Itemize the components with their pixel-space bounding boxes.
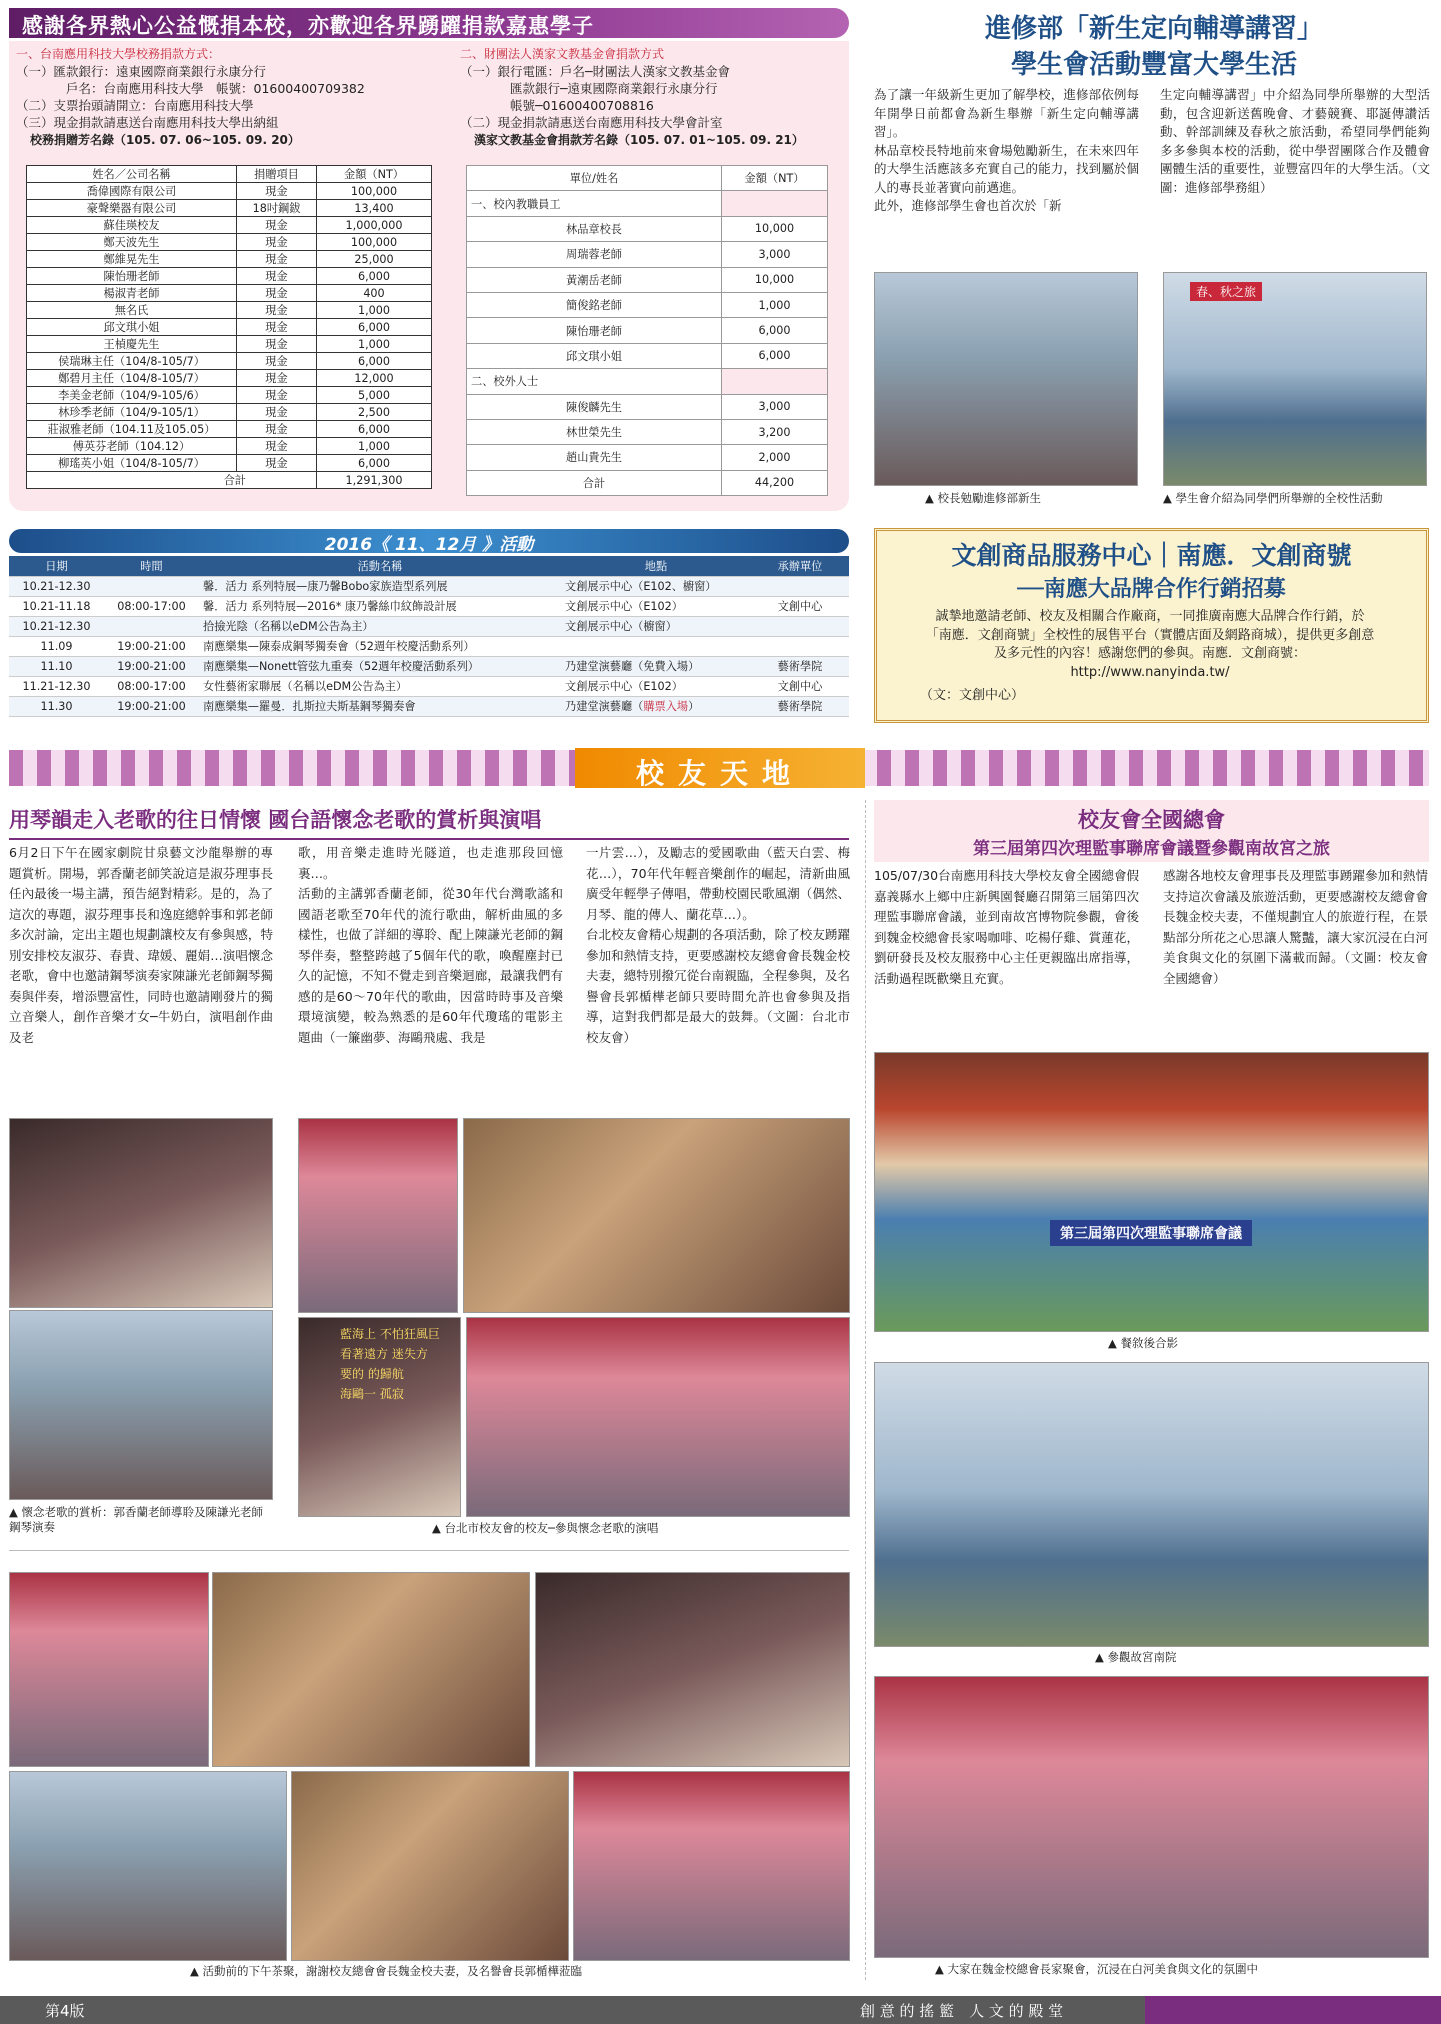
photo-tea-4: [9, 1771, 287, 1961]
table-row: [27, 455, 432, 472]
song-col3: 一片雲…），及勵志的愛國歌曲（藍天白雲、梅花…），70年代年輕音樂創作的崛起，清新曲風廣受年輕學子傳唱，帶動校園民歌風潮（偶然、月琴、龍的傳人、蘭花草…）。 台北校友會精心規劃的各項活動，除了校友踴躍參加和熱情支持，更要感謝校友總會會長魏金校夫妻，總特別撥冗從台南親臨，全程參與，及名譽會長郭楯樺老師只要時間允許也會參與及指導，這對我們都是最大的鼓舞。（文圖：台北市校友會）: [586, 845, 850, 1045]
table-cell: 林世榮先生: [467, 419, 722, 444]
right-line: 匯款銀行─遠東國際商業銀行永康分行: [510, 81, 718, 96]
photo-song-1: [9, 1118, 273, 1308]
total-label: 合計: [27, 472, 317, 489]
caption: ▲ 餐敘後合影: [1108, 1336, 1178, 1350]
table-header-cell: 金額（NT）: [317, 166, 432, 183]
table-cell: 6,000: [317, 421, 432, 438]
cc-credit: （文：文創中心）: [920, 688, 1025, 703]
table-cell: 1,000,000: [317, 217, 432, 234]
table-cell: 簡俊銘老師: [467, 292, 722, 317]
table-cell: 南應樂集—陳泰成鋼琴獨奏會（52週年校慶活動系列）: [199, 636, 561, 656]
table-header-row: [9, 556, 849, 576]
table-cell: 11.09: [9, 636, 104, 656]
table-cell: 文創展示中心（櫥窗）: [561, 616, 751, 636]
table-header-cell: 地點: [561, 556, 751, 576]
table-cell: 鄭天波先生: [27, 234, 237, 251]
divider: [9, 1550, 849, 1551]
caption: ▲ 台北市校友會的校友─參與懷念老歌的演唱: [432, 1521, 659, 1535]
table-cell: [722, 191, 828, 216]
table-cell: 現金: [237, 217, 317, 234]
photo-tea-1: [9, 1572, 209, 1767]
table-header-cell: 時間: [104, 556, 199, 576]
table-cell: 2,000: [722, 445, 828, 470]
table-row: [27, 285, 432, 302]
table-row: [27, 353, 432, 370]
study-col1: 為了讓一年級新生更加了解學校，進修部依例每年開學日前都會為新生舉辦「新生定向輔導講習」。 林品章校長特地前來會場勉勵新生，在未來四年的大學生活應該多充實自己的能力，找到屬於個人的專長並著實向前邁進。 此外，進修部學生會也首次於「新: [874, 87, 1139, 213]
activities-table: [9, 556, 849, 717]
table-cell: 6,000: [317, 319, 432, 336]
table-cell: 400: [317, 285, 432, 302]
table-row: [9, 656, 849, 676]
table-cell: 文創展示中心（E102、櫥窗）: [561, 576, 751, 596]
table-cell: 王楨慶先生: [27, 336, 237, 353]
table-cell: 12,000: [317, 370, 432, 387]
table-cell: 文創中心: [751, 676, 849, 696]
table-cell: 3,000: [722, 242, 828, 267]
assoc-title: 校友會全國總會: [1078, 808, 1225, 832]
table-cell: 11.21-12.30: [9, 676, 104, 696]
table-cell: 現金: [237, 387, 317, 404]
table-row: [27, 336, 432, 353]
activities-rows: [9, 576, 849, 716]
table-cell: 19:00-21:00: [104, 696, 199, 716]
photo-palace-museum: [874, 1362, 1429, 1647]
table-row: [27, 268, 432, 285]
table-cell: 楊淑青老師: [27, 285, 237, 302]
right-line: （一）銀行電匯：戶名─財團法人漢家文教基金會: [460, 64, 731, 79]
table-cell: 邱文琪小姐: [27, 319, 237, 336]
table-cell: 藝術學院: [751, 696, 849, 716]
cc-subtitle: ──南應大品牌合作行銷招募: [1017, 577, 1286, 602]
table-cell: 南應樂集—Nonett管弦九重奏（52週年校慶活動系列）: [199, 656, 561, 676]
table-row: [467, 445, 828, 470]
table-row: [27, 404, 432, 421]
song-title: 用琴韻走入老歌的往日情懷 國台語懷念老歌的賞析與演唱: [9, 804, 849, 840]
table-cell: 6,000: [722, 343, 828, 368]
caption: ▲ 大家在魏金校總會長家聚會，沉浸在白河美食與文化的氛圍中: [935, 1962, 1258, 1976]
table-row: [27, 200, 432, 217]
table-cell: 現金: [237, 455, 317, 472]
group-banner: 第三屆第四次理監事聯席會議: [1050, 1220, 1252, 1246]
table-row: [27, 387, 432, 404]
table-cell: [561, 636, 751, 656]
table-cell: 林品章校長: [467, 216, 722, 241]
table-row: [9, 696, 849, 716]
slide-line: 藍海上 不怕狂風巨: [340, 1327, 440, 1341]
table-cell: 文創展示中心（E102）: [561, 676, 751, 696]
table-cell: 5,000: [317, 387, 432, 404]
table-cell: 現金: [237, 353, 317, 370]
table-cell: 陳怡珊老師: [467, 318, 722, 343]
table-row: [27, 302, 432, 319]
table-cell: 100,000: [317, 234, 432, 251]
song-col1: 6月2日下午在國家劇院甘泉藝文沙龍舉辦的專題賞析。開場，郭香蘭老師笑說這是淑芬理事長任內最後一場主講，預告絕對精彩。是的，為了這次的專題，淑芬理事長和逸庭總幹事和郭老師多次討論，定出主題也規劃讓校友有參與感，特別安排校友淑芬、春貴、瑋媛、麗娟…演唱懷念老歌，會中也邀請鋼琴演奏家陳謙光老師鋼琴獨奏與伴奏，增添豐富性，同時也邀請剛發片的獨立音樂人，創作音樂才女─牛奶白，演唱創作曲及老: [9, 845, 273, 1045]
donation-banner-title: 感謝各界熱心公益慨捐本校，亦歡迎各界踴躍捐款嘉惠學子: [22, 14, 594, 38]
photo-tea-6: [573, 1771, 850, 1961]
photo-song-3: [298, 1118, 458, 1313]
page-number: 第4版: [45, 2002, 85, 2020]
table-total-row: [27, 472, 432, 489]
table-cell: 10.21-11.18: [9, 596, 104, 616]
table-row: [27, 217, 432, 234]
table-cell: 6,000: [317, 353, 432, 370]
table-cell: 11.30: [9, 696, 104, 716]
photo-tea-2: [212, 1572, 530, 1767]
table-cell: 二、校外人士: [467, 369, 722, 394]
photo-student-union: [1163, 272, 1427, 486]
table-cell: 趙山貴先生: [467, 445, 722, 470]
table-cell: 現金: [237, 336, 317, 353]
left-heading: 一、台南應用科技大學校務捐款方式：: [16, 47, 221, 61]
table-cell: 6,000: [317, 268, 432, 285]
table-cell: 鄭維晃先生: [27, 251, 237, 268]
table-cell: 豪聲樂器有限公司: [27, 200, 237, 217]
study-title: 進修部「新生定向輔導講習」: [984, 14, 1323, 44]
table-cell: 乃建堂演藝廳（免費入場）: [561, 656, 751, 676]
table-header-cell: 捐贈項目: [237, 166, 317, 183]
table-cell: 10.21-12.30: [9, 576, 104, 596]
table-cell: 莊淑雅老師（104.11及105.05）: [27, 421, 237, 438]
table-row: [27, 251, 432, 268]
table-cell: 11.10: [9, 656, 104, 676]
photo-song-2: [9, 1310, 273, 1500]
table-header-cell: 日期: [9, 556, 104, 576]
right-donor-table: [466, 165, 828, 496]
table-row: [467, 191, 828, 216]
table-row: [27, 438, 432, 455]
table-cell: 陳俊麟先生: [467, 394, 722, 419]
table-row: [27, 183, 432, 200]
cc-body: 誠摯地邀請老師、校友及相關合作廠商，一同推廣南應大品牌合作行銷，於「南應．文創商號」全校性的展售平台（實體店面及網路商城），提供更多創意及多元性的內容！感謝您們的參與。南應．文創商號：http://www.nanyinda.tw/: [925, 609, 1375, 680]
cc-title: 文創商品服務中心｜南應．文創商號: [951, 541, 1352, 570]
table-header-cell: 承辦單位: [751, 556, 849, 576]
table-cell: 6,000: [722, 318, 828, 343]
slide-line: 要的 的歸航: [340, 1367, 404, 1381]
table-header-cell: 單位/姓名: [467, 166, 722, 191]
table-row: [27, 234, 432, 251]
table-cell: 文創展示中心（E102）: [561, 596, 751, 616]
table-cell: 乃建堂演藝廳（購票入場）: [561, 696, 751, 716]
table-cell: 現金: [237, 285, 317, 302]
slide-line: 看著遠方 迷失方: [340, 1347, 428, 1361]
table-cell: 馨．活力 系列特展—康乃馨Bobo家族造型系列展: [199, 576, 561, 596]
photo-tea-3: [535, 1572, 850, 1767]
table-row: [467, 267, 828, 292]
left-line: （二）支票抬頭請開立：台南應用科技大學: [16, 98, 254, 113]
table-cell: 馨．活力 系列特展—2016* 康乃馨絲巾紋飾設計展: [199, 596, 561, 616]
right-list-title: 漢家文教基金會捐款芳名錄（105. 07. 01~105. 09. 21）: [474, 133, 804, 147]
table-cell: 18吋鋼鈸: [237, 200, 317, 217]
table-cell: 傅英芬老師（104.12）: [27, 438, 237, 455]
total-value: 1,291,300: [317, 472, 432, 489]
table-row: [9, 576, 849, 596]
table-cell: 現金: [237, 183, 317, 200]
table-cell: 現金: [237, 234, 317, 251]
table-row: [9, 616, 849, 636]
table-cell: 19:00-21:00: [104, 636, 199, 656]
table-cell: 女性藝術家聯展（名稱以eDM公告為主）: [199, 676, 561, 696]
left-list-title: 校務捐贈芳名錄（105. 07. 06~105. 09. 20）: [30, 133, 300, 147]
caption: ▲ 學生會介紹為同學們所舉辦的全校性活動: [1163, 491, 1383, 505]
table-cell: 1,000: [317, 302, 432, 319]
table-cell: 10,000: [722, 267, 828, 292]
photo-label: 春、秋之旅: [1190, 282, 1262, 301]
table-row: [27, 421, 432, 438]
table-cell: 08:00-17:00: [104, 676, 199, 696]
table-row: [467, 343, 828, 368]
table-cell: 現金: [237, 268, 317, 285]
table-cell: 文創中心: [751, 596, 849, 616]
table-cell: 侯瑞琳主任（104/8-105/7）: [27, 353, 237, 370]
table-cell: 10,000: [722, 216, 828, 241]
table-cell: 現金: [237, 319, 317, 336]
photo-song-4: [463, 1118, 850, 1313]
photo-principal: [874, 272, 1138, 486]
table-cell: 100,000: [317, 183, 432, 200]
total-label: 合計: [467, 470, 722, 495]
table-cell: [751, 576, 849, 596]
left-donor-rows: [27, 183, 432, 472]
table-row: [27, 319, 432, 336]
table-cell: 3,200: [722, 419, 828, 444]
caption: ▲ 參觀故宮南院: [1095, 1650, 1177, 1664]
left-donor-table: [26, 165, 432, 489]
table-cell: 現金: [237, 370, 317, 387]
table-cell: 周瑞蓉老師: [467, 242, 722, 267]
assoc-col2: 感謝各地校友會理事長及理監事踴躍參加和熱情支持這次會議及旅遊活動，更要感謝校友總會會長魏金校夫妻，不僅規劃宜人的旅遊行程，在景點部分所花之心思讓人驚豔，讓大家沉浸在白河美食與文化的氛圍下滿載而歸。（文圖：校友會全國總會）: [1163, 868, 1428, 986]
photo-group-dinner: [874, 1052, 1429, 1332]
right-line: （二）現金捐款請惠送台南應用科技大學會計室: [460, 115, 723, 130]
table-cell: [104, 576, 199, 596]
photo-tea-5: [291, 1771, 569, 1961]
table-cell: 6,000: [317, 455, 432, 472]
ticket-note: 購票入場: [643, 700, 689, 713]
table-header-cell: 活動名稱: [199, 556, 561, 576]
right-donor-rows: [467, 191, 828, 470]
table-row: [467, 242, 828, 267]
table-cell: 藝術學院: [751, 656, 849, 676]
left-line: 戶名：台南應用科技大學 帳號：01600400709382: [66, 81, 365, 96]
caption: ▲ 懷念老歌的賞析：郭香蘭老師導聆及陳謙光老師鋼琴演奏: [9, 1505, 263, 1534]
table-cell: 13,400: [317, 200, 432, 217]
study-subtitle: 學生會活動豐富大學生活: [1010, 50, 1297, 80]
table-cell: 陳怡珊老師: [27, 268, 237, 285]
table-cell: 1,000: [317, 336, 432, 353]
table-header-row: [27, 166, 432, 183]
table-cell: [722, 369, 828, 394]
table-cell: 現金: [237, 251, 317, 268]
table-cell: 現金: [237, 404, 317, 421]
alumni-band-title: 校友天地: [635, 757, 804, 790]
table-cell: 南應樂集—羅曼．扎斯拉夫斯基鋼琴獨奏會: [199, 696, 561, 716]
table-cell: 蘇佳瑛校友: [27, 217, 237, 234]
table-row: [467, 292, 828, 317]
assoc-col1: 105/07/30台南應用科技大學校友會全國總會假嘉義縣水上鄉中庄新興園餐廳召開第三屆第四次理監事聯席會議，並到南故宮博物院參觀，會後到魏金校總會長家喝咖啡、吃楊仔雞、賞蓮花，劉研發長及校友服務中心主任更親臨出席指導，活動過程既歡樂且充實。: [874, 868, 1139, 986]
table-cell: 現金: [237, 438, 317, 455]
table-row: [9, 596, 849, 616]
table-row: [467, 216, 828, 241]
table-cell: 拾撿光陰（名稱以eDM公告為主）: [199, 616, 561, 636]
table-row: [27, 370, 432, 387]
activities-title: 2016《 11、12月 》活動: [324, 535, 534, 555]
table-cell: 08:00-17:00: [104, 596, 199, 616]
photo-home-gathering: [874, 1676, 1429, 1958]
table-header-row: [467, 166, 828, 191]
left-donation-info: [16, 46, 436, 149]
table-cell: 一、校內教職員工: [467, 191, 722, 216]
table-cell: 鄭碧月主任（104/8-105/7）: [27, 370, 237, 387]
table-cell: [751, 616, 849, 636]
table-cell: 喬偉國際有限公司: [27, 183, 237, 200]
table-cell: [751, 636, 849, 656]
table-row: [467, 369, 828, 394]
photo-song-6: [466, 1317, 850, 1517]
table-cell: 現金: [237, 421, 317, 438]
right-line: 帳號─01600400708816: [510, 98, 654, 113]
left-line: （三）現金捐款請惠送台南應用科技大學出納組: [16, 115, 279, 130]
footer-accent: [1145, 1996, 1441, 2024]
table-cell: 無名氏: [27, 302, 237, 319]
right-donation-info: [460, 46, 850, 149]
table-cell: 19:00-21:00: [104, 656, 199, 676]
caption: ▲ 校長勉勵進修部新生: [925, 491, 1041, 505]
table-header-cell: 姓名／公司名稱: [27, 166, 237, 183]
table-cell: 黃潮岳老師: [467, 267, 722, 292]
vertical-divider: [865, 800, 866, 1980]
table-row: [467, 318, 828, 343]
table-cell: 柳瑤英小姐（104/8-105/7）: [27, 455, 237, 472]
slide-line: 海鷗一 孤寂: [340, 1387, 404, 1401]
table-cell: 林珍季老師（104/9-105/1）: [27, 404, 237, 421]
table-cell: 3,000: [722, 394, 828, 419]
table-row: [9, 676, 849, 696]
left-line: （一）匯款銀行：遠東國際商業銀行永康分行: [16, 64, 267, 79]
table-header-cell: 金額（NT）: [722, 166, 828, 191]
table-cell: 1,000: [317, 438, 432, 455]
total-value: 44,200: [722, 470, 828, 495]
table-cell: 25,000: [317, 251, 432, 268]
table-row: [9, 636, 849, 656]
table-cell: 1,000: [722, 292, 828, 317]
right-heading: 二、財團法人漢家文教基金會捐款方式: [460, 47, 665, 61]
table-cell: 邱文琪小姐: [467, 343, 722, 368]
table-cell: 現金: [237, 302, 317, 319]
song-col2: 歌，用音樂走進時光隧道，也走進那段回憶裏…。 活動的主講郭香蘭老師，從30年代台灣歌謠和國語老歌至70年代的流行歌曲，解析曲風的多樣性，也做了詳細的導聆、配上陳謙光老師的鋼琴伴奏，整整跨越了5個年代的歌，喚醒塵封已久的記憶，不知不覺走到音樂迴廊，最讓我們有感的是60～70年代的歌曲，因當時時事及音樂環境演變，較為熟悉的是60年代瓊瑤的電影主題曲（一簾幽夢、海鷗飛處、我是: [298, 845, 563, 1045]
table-cell: 10.21-12.30: [9, 616, 104, 636]
caption: ▲ 活動前的下午茶聚，謝謝校友總會會長魏金校夫妻，及名譽會長郭楯樺蒞臨: [190, 1964, 582, 1978]
slide-text: [340, 1324, 458, 1404]
table-cell: 李美金老師（104/9-105/6）: [27, 387, 237, 404]
study-col2: 生定向輔導講習」中介紹為同學所舉辦的大型活動，包含迎新送舊晚會、才藝競賽、耶誕傳讚活動、幹部訓練及春秋之旅活動，希望同學們能夠多多參與本校的活動，從中學習團隊合作及體會團體生活的重要性，並豐富四年的大學生活。（文圖：進修部學務組）: [1160, 87, 1430, 195]
table-row: [467, 394, 828, 419]
table-row: [467, 419, 828, 444]
table-cell: 2,500: [317, 404, 432, 421]
table-total-row: [467, 470, 828, 495]
assoc-subtitle: 第三屆第四次理監事聯席會議暨參觀南故宮之旅: [973, 839, 1330, 859]
table-cell: [104, 616, 199, 636]
footer-slogan: 創 意 的 搖 籃 人 文 的 殿 堂: [860, 2002, 1064, 2020]
